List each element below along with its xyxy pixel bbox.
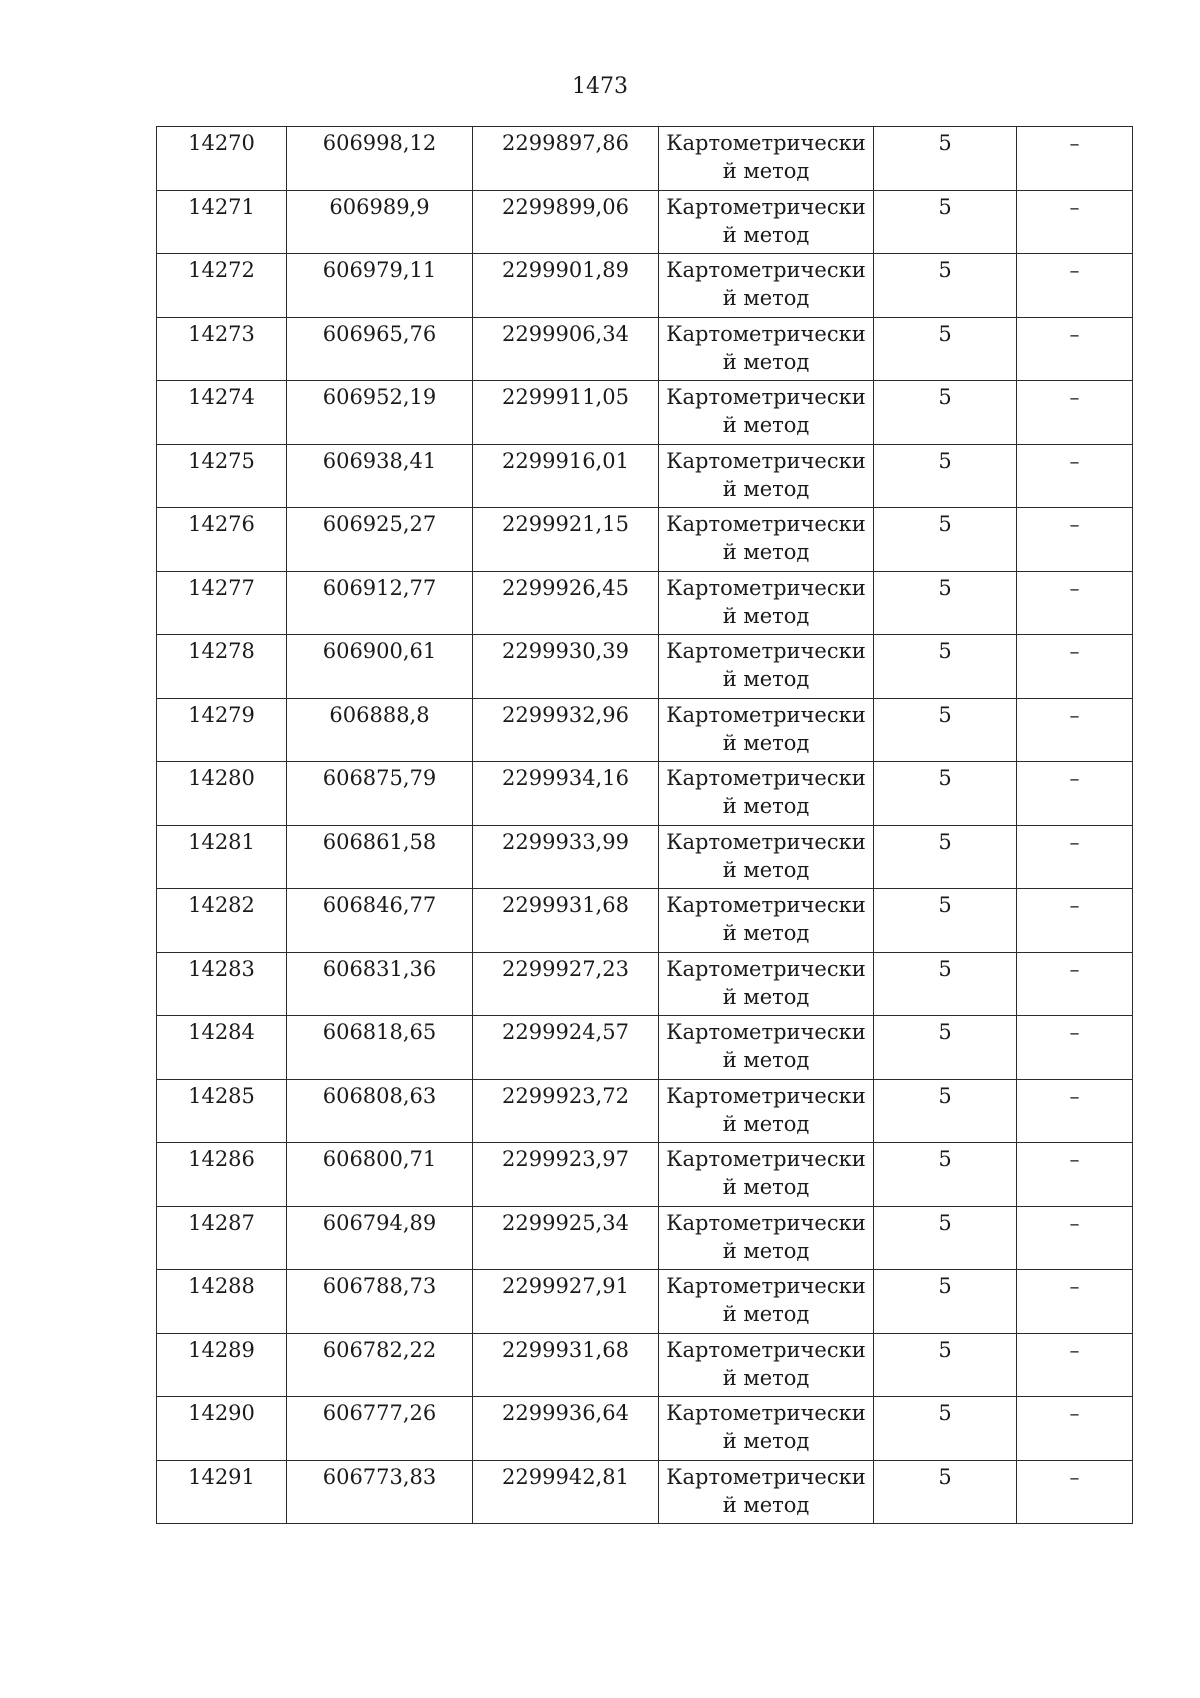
accuracy-cell: 5 — [874, 889, 1017, 953]
table-row — [157, 381, 1133, 445]
point-number-cell: 14277 — [157, 571, 287, 635]
y-coordinate-cell: 2299933,99 — [473, 825, 659, 889]
x-coordinate-cell: 606773,83 — [287, 1460, 473, 1524]
point-number-cell: 14290 — [157, 1397, 287, 1461]
point-number-cell: 14291 — [157, 1460, 287, 1524]
table-row — [157, 1143, 1133, 1207]
x-coordinate-cell: 606794,89 — [287, 1206, 473, 1270]
y-coordinate-cell: 2299936,64 — [473, 1397, 659, 1461]
accuracy-cell: 5 — [874, 1270, 1017, 1334]
note-cell: – — [1017, 1016, 1133, 1080]
note-cell: – — [1017, 698, 1133, 762]
accuracy-cell: 5 — [874, 1143, 1017, 1207]
method-cell: Картометрический метод — [659, 1079, 874, 1143]
point-number-cell: 14272 — [157, 254, 287, 318]
point-number-cell: 14276 — [157, 508, 287, 572]
point-number-cell: 14274 — [157, 381, 287, 445]
table-row — [157, 190, 1133, 254]
y-coordinate-cell: 2299934,16 — [473, 762, 659, 826]
method-cell: Картометрический метод — [659, 1206, 874, 1270]
accuracy-cell: 5 — [874, 381, 1017, 445]
table-row — [157, 1206, 1133, 1270]
accuracy-cell: 5 — [874, 825, 1017, 889]
x-coordinate-cell: 606979,11 — [287, 254, 473, 318]
point-number-cell: 14287 — [157, 1206, 287, 1270]
method-cell: Картометрический метод — [659, 190, 874, 254]
point-number-cell: 14271 — [157, 190, 287, 254]
x-coordinate-cell: 606938,41 — [287, 444, 473, 508]
note-cell: – — [1017, 1460, 1133, 1524]
accuracy-cell: 5 — [874, 1333, 1017, 1397]
note-cell: – — [1017, 825, 1133, 889]
table-row — [157, 762, 1133, 826]
accuracy-cell: 5 — [874, 952, 1017, 1016]
table-row — [157, 508, 1133, 572]
y-coordinate-cell: 2299926,45 — [473, 571, 659, 635]
point-number-cell: 14279 — [157, 698, 287, 762]
y-coordinate-cell: 2299916,01 — [473, 444, 659, 508]
x-coordinate-cell: 606777,26 — [287, 1397, 473, 1461]
table-row — [157, 444, 1133, 508]
x-coordinate-cell: 606800,71 — [287, 1143, 473, 1207]
x-coordinate-cell: 606782,22 — [287, 1333, 473, 1397]
point-number-cell: 14275 — [157, 444, 287, 508]
table-row — [157, 317, 1133, 381]
table-row — [157, 825, 1133, 889]
accuracy-cell: 5 — [874, 444, 1017, 508]
note-cell: – — [1017, 1079, 1133, 1143]
accuracy-cell: 5 — [874, 190, 1017, 254]
method-cell: Картометрический метод — [659, 1460, 874, 1524]
note-cell: – — [1017, 1397, 1133, 1461]
y-coordinate-cell: 2299931,68 — [473, 1333, 659, 1397]
method-cell: Картометрический метод — [659, 889, 874, 953]
note-cell: – — [1017, 1206, 1133, 1270]
table-row — [157, 1079, 1133, 1143]
table-row — [157, 1016, 1133, 1080]
method-cell: Картометрический метод — [659, 698, 874, 762]
accuracy-cell: 5 — [874, 635, 1017, 699]
method-cell: Картометрический метод — [659, 1333, 874, 1397]
table-row — [157, 1333, 1133, 1397]
accuracy-cell: 5 — [874, 317, 1017, 381]
note-cell: – — [1017, 1333, 1133, 1397]
accuracy-cell: 5 — [874, 127, 1017, 191]
point-number-cell: 14280 — [157, 762, 287, 826]
x-coordinate-cell: 606831,36 — [287, 952, 473, 1016]
method-cell: Картометрический метод — [659, 571, 874, 635]
x-coordinate-cell: 606888,8 — [287, 698, 473, 762]
note-cell: – — [1017, 127, 1133, 191]
note-cell: – — [1017, 889, 1133, 953]
table-row — [157, 1270, 1133, 1334]
note-cell: – — [1017, 1270, 1133, 1334]
y-coordinate-cell: 2299921,15 — [473, 508, 659, 572]
y-coordinate-cell: 2299927,23 — [473, 952, 659, 1016]
note-cell: – — [1017, 317, 1133, 381]
method-cell: Картометрический метод — [659, 1397, 874, 1461]
method-cell: Картометрический метод — [659, 1270, 874, 1334]
x-coordinate-cell: 606998,12 — [287, 127, 473, 191]
table-row — [157, 635, 1133, 699]
method-cell: Картометрический метод — [659, 762, 874, 826]
table-body — [157, 127, 1133, 1524]
y-coordinate-cell: 2299923,97 — [473, 1143, 659, 1207]
y-coordinate-cell: 2299931,68 — [473, 889, 659, 953]
table-row — [157, 1397, 1133, 1461]
method-cell: Картометрический метод — [659, 381, 874, 445]
point-number-cell: 14288 — [157, 1270, 287, 1334]
y-coordinate-cell: 2299942,81 — [473, 1460, 659, 1524]
accuracy-cell: 5 — [874, 1460, 1017, 1524]
point-number-cell: 14284 — [157, 1016, 287, 1080]
point-number-cell: 14282 — [157, 889, 287, 953]
x-coordinate-cell: 606965,76 — [287, 317, 473, 381]
note-cell: – — [1017, 508, 1133, 572]
note-cell: – — [1017, 190, 1133, 254]
accuracy-cell: 5 — [874, 508, 1017, 572]
note-cell: – — [1017, 635, 1133, 699]
x-coordinate-cell: 606900,61 — [287, 635, 473, 699]
accuracy-cell: 5 — [874, 1397, 1017, 1461]
y-coordinate-cell: 2299897,86 — [473, 127, 659, 191]
method-cell: Картометрический метод — [659, 952, 874, 1016]
table-row — [157, 1460, 1133, 1524]
x-coordinate-cell: 606925,27 — [287, 508, 473, 572]
page-number: 1473 — [572, 74, 628, 99]
accuracy-cell: 5 — [874, 1016, 1017, 1080]
accuracy-cell: 5 — [874, 1079, 1017, 1143]
method-cell: Картометрический метод — [659, 635, 874, 699]
y-coordinate-cell: 2299901,89 — [473, 254, 659, 318]
point-number-cell: 14286 — [157, 1143, 287, 1207]
accuracy-cell: 5 — [874, 571, 1017, 635]
method-cell: Картометрический метод — [659, 825, 874, 889]
note-cell: – — [1017, 762, 1133, 826]
x-coordinate-cell: 606818,65 — [287, 1016, 473, 1080]
note-cell: – — [1017, 1143, 1133, 1207]
table-row — [157, 698, 1133, 762]
x-coordinate-cell: 606875,79 — [287, 762, 473, 826]
y-coordinate-cell: 2299911,05 — [473, 381, 659, 445]
y-coordinate-cell: 2299930,39 — [473, 635, 659, 699]
note-cell: – — [1017, 381, 1133, 445]
note-cell: – — [1017, 952, 1133, 1016]
x-coordinate-cell: 606846,77 — [287, 889, 473, 953]
x-coordinate-cell: 606989,9 — [287, 190, 473, 254]
table-row — [157, 127, 1133, 191]
point-number-cell: 14289 — [157, 1333, 287, 1397]
table-row — [157, 889, 1133, 953]
x-coordinate-cell: 606788,73 — [287, 1270, 473, 1334]
method-cell: Картометрический метод — [659, 508, 874, 572]
y-coordinate-cell: 2299925,34 — [473, 1206, 659, 1270]
y-coordinate-cell: 2299899,06 — [473, 190, 659, 254]
point-number-cell: 14283 — [157, 952, 287, 1016]
method-cell: Картометрический метод — [659, 317, 874, 381]
point-number-cell: 14270 — [157, 127, 287, 191]
y-coordinate-cell: 2299932,96 — [473, 698, 659, 762]
method-cell: Картометрический метод — [659, 444, 874, 508]
method-cell: Картометрический метод — [659, 1143, 874, 1207]
y-coordinate-cell: 2299923,72 — [473, 1079, 659, 1143]
y-coordinate-cell: 2299924,57 — [473, 1016, 659, 1080]
x-coordinate-cell: 606861,58 — [287, 825, 473, 889]
x-coordinate-cell: 606912,77 — [287, 571, 473, 635]
x-coordinate-cell: 606808,63 — [287, 1079, 473, 1143]
table-row — [157, 254, 1133, 318]
point-number-cell: 14278 — [157, 635, 287, 699]
y-coordinate-cell: 2299927,91 — [473, 1270, 659, 1334]
accuracy-cell: 5 — [874, 698, 1017, 762]
point-number-cell: 14273 — [157, 317, 287, 381]
accuracy-cell: 5 — [874, 254, 1017, 318]
x-coordinate-cell: 606952,19 — [287, 381, 473, 445]
table-row — [157, 952, 1133, 1016]
table-row — [157, 571, 1133, 635]
point-number-cell: 14281 — [157, 825, 287, 889]
note-cell: – — [1017, 444, 1133, 508]
note-cell: – — [1017, 571, 1133, 635]
method-cell: Картометрический метод — [659, 1016, 874, 1080]
method-cell: Картометрический метод — [659, 254, 874, 318]
coordinates-table — [156, 126, 1133, 1524]
accuracy-cell: 5 — [874, 762, 1017, 826]
method-cell: Картометрический метод — [659, 127, 874, 191]
y-coordinate-cell: 2299906,34 — [473, 317, 659, 381]
accuracy-cell: 5 — [874, 1206, 1017, 1270]
point-number-cell: 14285 — [157, 1079, 287, 1143]
note-cell: – — [1017, 254, 1133, 318]
